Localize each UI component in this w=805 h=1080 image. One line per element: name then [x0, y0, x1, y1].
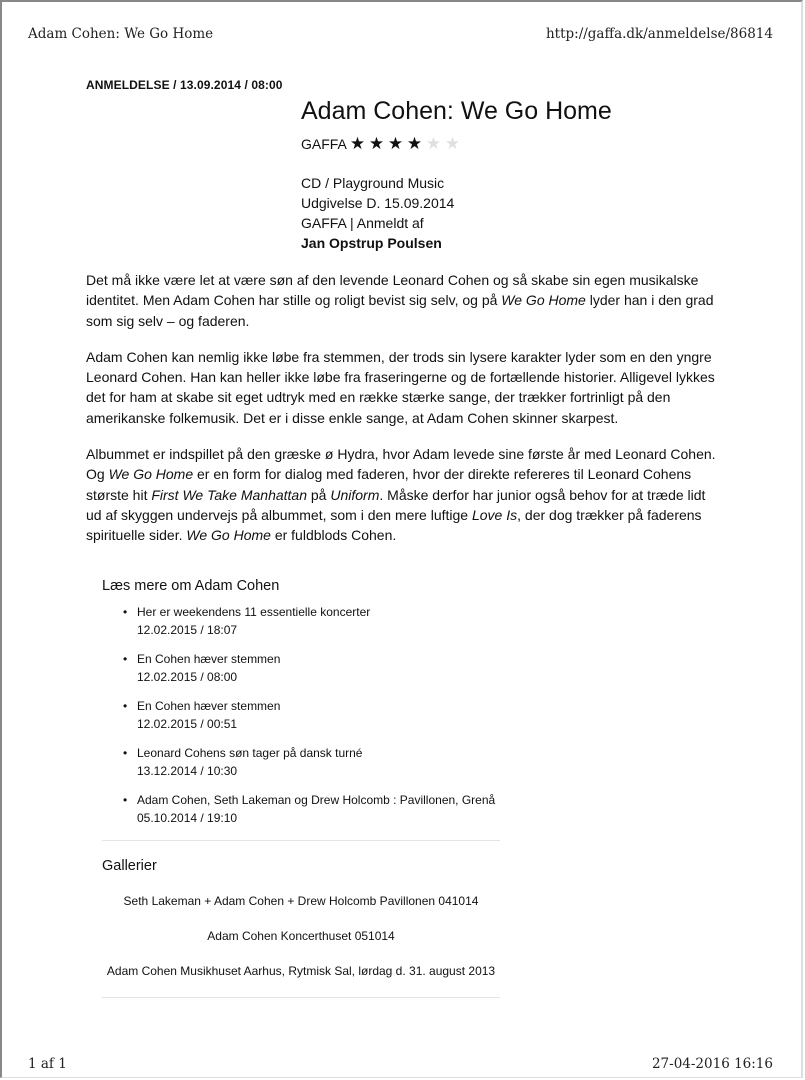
- print-header-url: http://gaffa.dk/anmeldelse/86814: [545, 26, 773, 42]
- reviewer-name: Jan Opstrup Poulsen: [301, 235, 442, 251]
- text-segment: Albummet er indspillet på den græske ø Hydra, hvor Adam levede sine første år med Leonard Cohen. Og: [86, 446, 716, 483]
- text-segment: på: [307, 486, 331, 503]
- text-segment: Adam Cohen kan nemlig ikke løbe fra stemmen, der trods sin lysere karakter lyder som en den yngre Leonard Cohen. Han kan heller ikke løbe fra fraseringerne og de fortællende historier. Alligevel lykkes det for ham at skabe sit eget udtryk med en række stærke sange, der trækker fortrinligt på den amerikanske folkemusik. Det er i disse enkle sange, at Adam Cohen skinner skarpest.: [86, 348, 715, 426]
- gallery-item[interactable]: Adam Cohen Koncerthuset 051014: [207, 929, 395, 943]
- article-paragraph: [86, 270, 722, 331]
- related-item[interactable]: [102, 745, 502, 780]
- related-item-date: 12.02.2015 / 18:07: [137, 622, 238, 637]
- related-item-date: 05.10.2014 / 19:10: [137, 810, 238, 825]
- italic-title: We Go Home: [108, 466, 194, 483]
- article-paragraph: [86, 444, 722, 545]
- italic-title: We Go Home: [186, 527, 271, 544]
- gallery-title: Gallerier: [102, 858, 157, 874]
- text-segment: Det må ikke være let at være søn af den levende Leonard Cohen og så skabe sin egen musikalske identitet. Men Adam Cohen har stille og roligt bevist sig selv, og på: [86, 272, 699, 309]
- print-footer-pages: 1 af 1: [28, 1056, 67, 1072]
- related-item-title[interactable]: Her er weekendens 11 essentielle koncerter: [137, 605, 371, 619]
- italic-title: We Go Home: [501, 292, 586, 309]
- related-item-date: 13.12.2014 / 10:30: [137, 763, 238, 778]
- bullet-icon: •: [123, 746, 128, 760]
- star-rating: [350, 135, 464, 152]
- star-icon: ★: [349, 134, 366, 153]
- release-date: Udgivelse D. 15.09.2014: [301, 195, 455, 211]
- print-footer-datetime: 27-04-2016 16:16: [651, 1056, 773, 1072]
- text-segment: , der dog trækker på faderens spirituelle sider.: [86, 506, 702, 544]
- divider: [102, 997, 500, 998]
- related-item[interactable]: [102, 698, 502, 733]
- bullet-icon: •: [123, 793, 128, 807]
- star-icon: ★: [425, 134, 442, 153]
- related-item[interactable]: [102, 651, 502, 686]
- bullet-icon: •: [123, 652, 128, 666]
- italic-title: Uniform: [330, 486, 380, 503]
- bullet-icon: •: [123, 699, 128, 713]
- gallery-item[interactable]: Adam Cohen Musikhuset Aarhus, Rytmisk Sal, lørdag d. 31. august 2013: [106, 964, 496, 978]
- related-list: [102, 604, 502, 827]
- related-item-date: 12.02.2015 / 00:51: [137, 716, 238, 731]
- star-icon: ★: [444, 134, 461, 153]
- release-format: CD / Playground Music: [301, 175, 445, 191]
- related-item-title[interactable]: Adam Cohen, Seth Lakeman og Drew Holcomb : Pavillonen, Grenå: [137, 793, 496, 807]
- reviewed-by-label: GAFFA | Anmeldt af: [301, 215, 424, 231]
- print-header-title: Adam Cohen: We Go Home: [28, 26, 214, 42]
- article-paragraph: [86, 347, 722, 428]
- related-articles: [102, 578, 502, 839]
- italic-title: Love Is: [471, 506, 518, 523]
- article-meta: ANMELDELSE / 13.09.2014 / 08:00: [86, 78, 283, 92]
- related-item-title[interactable]: En Cohen hæver stemmen: [137, 652, 281, 666]
- article-body: [86, 270, 722, 562]
- related-item[interactable]: [102, 792, 502, 827]
- gallery-item[interactable]: Seth Lakeman + Adam Cohen + Drew Holcomb Pavillonen 041014: [123, 894, 479, 908]
- related-item-title[interactable]: En Cohen hæver stemmen: [137, 699, 281, 713]
- star-icon: ★: [368, 134, 385, 153]
- review-info: [301, 173, 454, 253]
- text-segment: er fuldblods Cohen.: [270, 527, 397, 544]
- related-item-title[interactable]: Leonard Cohens søn tager på dansk turné: [137, 746, 363, 760]
- related-item[interactable]: [102, 604, 502, 639]
- star-icon: ★: [387, 134, 404, 153]
- bullet-icon: •: [123, 605, 128, 619]
- star-icon: ★: [406, 134, 423, 153]
- gallery-section: [102, 858, 500, 999]
- article-title: Adam Cohen: We Go Home: [301, 97, 612, 125]
- italic-title: First We Take Manhattan: [151, 486, 307, 503]
- gallery-list: [102, 894, 500, 979]
- divider: [102, 840, 500, 841]
- related-title: Læs mere om Adam Cohen: [102, 578, 280, 594]
- rating-source: GAFFA: [301, 135, 347, 152]
- text-segment: er en form for dialog med faderen, hvor der direkte refereres til Leonard Cohens største hit: [86, 466, 692, 503]
- rating: [301, 135, 464, 152]
- related-item-date: 12.02.2015 / 08:00: [137, 669, 238, 684]
- text-segment: lyder han i den grad som sig selv – og faderen.: [86, 292, 714, 329]
- text-segment: . Måske derfor har junior også behov for at træde lidt ud af skyggen undervejs på albummet, som i den mere luftige: [86, 486, 706, 523]
